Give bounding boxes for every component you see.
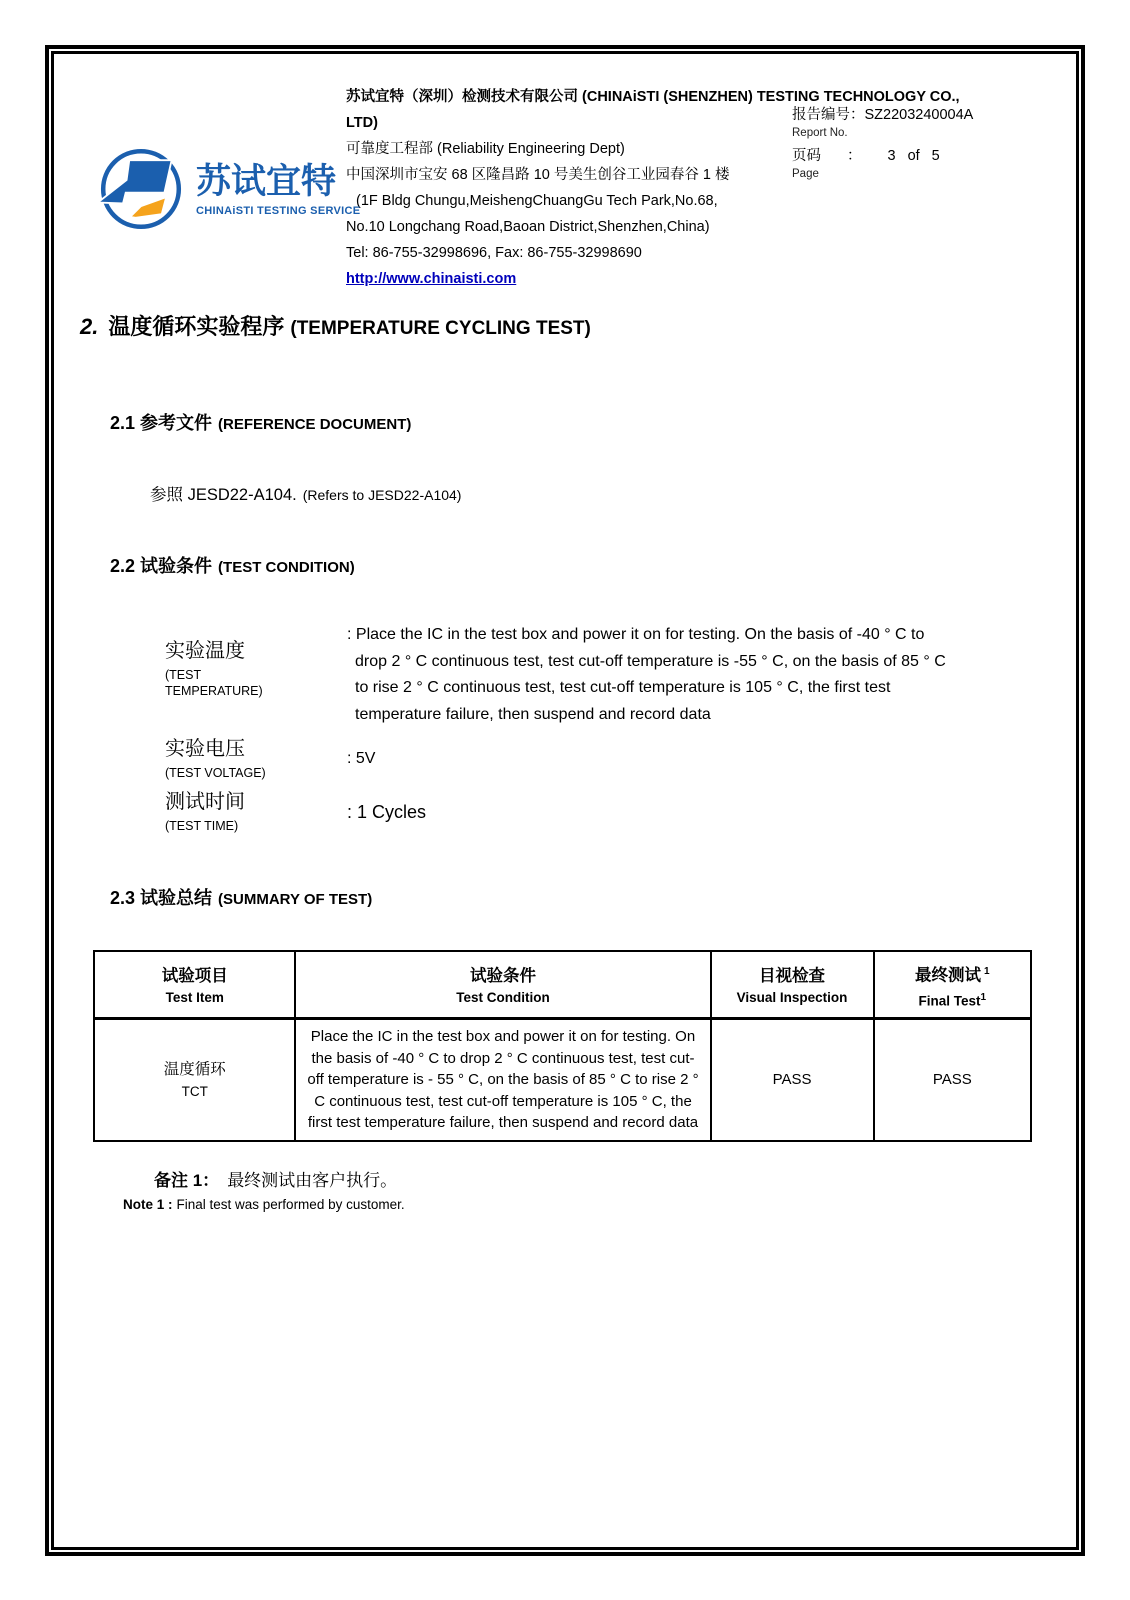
logo-text bbox=[196, 162, 360, 217]
page-label-en: Page bbox=[792, 168, 819, 180]
report-number-value: SZ2203240004A bbox=[864, 107, 974, 123]
page-colon: ： bbox=[847, 148, 862, 164]
section-2-2-heading bbox=[110, 552, 1076, 578]
company-name-line2: LTD) bbox=[346, 115, 378, 131]
note-1-en-text: Final test was performed by customer. bbox=[176, 1196, 405, 1212]
cell-test-condition: Place the IC in the test box and power it on for testing. On the basis of -40 ° C to drop 2 ° C continuous test, test cut-off temperature is - 55 ° C, on the basis of 85 ° C to rise 2 ° C continuous test, test cut-off temperature is 105 ° C, the first test temperature failure, then suspend and record data bbox=[295, 1019, 710, 1141]
page-current: 3 bbox=[887, 148, 896, 164]
address-en-line1: (1F Bldg Chungu,MeishengChuangGu Tech Park,No.68, bbox=[356, 193, 718, 209]
report-number-label-cn: 报告编号： bbox=[792, 107, 865, 123]
report-header bbox=[54, 54, 1076, 296]
section-2-number: 2. bbox=[80, 314, 99, 339]
col-header-final-test bbox=[874, 951, 1031, 1019]
col-header-test-condition-cn: 试验条件 bbox=[469, 966, 536, 985]
section-2-3-heading-cn: 2.3 试验总结 bbox=[110, 888, 213, 908]
company-logo bbox=[96, 146, 360, 232]
cell-test-item bbox=[94, 1019, 295, 1141]
section-2-1-heading-en: (REFERENCE DOCUMENT) bbox=[218, 416, 412, 433]
page-border-inner bbox=[51, 51, 1079, 1550]
note-1-cn bbox=[154, 1166, 1076, 1191]
note-1-cn-label: 备注 1： bbox=[154, 1170, 220, 1190]
test-temperature-label-en: (TEST TEMPERATURE) bbox=[165, 668, 263, 698]
test-temperature-label bbox=[165, 622, 347, 728]
col-header-test-condition-en: Test Condition bbox=[456, 989, 550, 1005]
test-item-cn: 温度循环 bbox=[163, 1061, 226, 1079]
chinaisti-logo-icon bbox=[96, 146, 186, 232]
page-total: 5 bbox=[931, 148, 940, 164]
logo-brand-en: CHINAiSTI TESTING SERVICE bbox=[196, 204, 361, 217]
col-header-final-test-cn: 最终测试 bbox=[915, 966, 981, 985]
page-border-outer bbox=[45, 45, 1085, 1556]
website-link[interactable]: http://www.chinaisti.com bbox=[346, 271, 517, 287]
test-time-value: : 1 Cycles bbox=[347, 802, 427, 822]
col-header-test-item bbox=[94, 951, 295, 1019]
col-header-test-condition bbox=[295, 951, 710, 1019]
table-row-tct bbox=[94, 1019, 1031, 1141]
final-test-footnote-sup: 1 bbox=[984, 966, 990, 977]
company-name-line1: 苏试宜特（深圳）检测技术有限公司 (CHINAiSTI (SHENZHEN) TESTING TECHNOLOGY CO., bbox=[346, 89, 960, 105]
section-2-1-heading-cn: 2.1 参考文件 bbox=[110, 413, 213, 433]
test-voltage-label-cn: 实验电压 bbox=[165, 738, 245, 760]
section-2-title-cn: 温度循环实验程序 bbox=[108, 314, 285, 339]
report-number-label-en: Report No. bbox=[792, 127, 848, 139]
test-time-label-cn: 测试时间 bbox=[165, 791, 245, 813]
col-header-visual-inspection bbox=[711, 951, 874, 1019]
section-2-title bbox=[80, 310, 1076, 341]
test-time-row bbox=[165, 789, 1076, 834]
test-temperature-row bbox=[165, 622, 1076, 728]
section-2-3-heading bbox=[110, 884, 1076, 910]
cell-visual-inspection-result: PASS bbox=[711, 1019, 874, 1141]
section-2-3-heading-en: (SUMMARY OF TEST) bbox=[218, 891, 373, 908]
section-2-1-heading bbox=[110, 409, 1076, 435]
test-voltage-label bbox=[165, 736, 347, 781]
col-header-visual-inspection-en: Visual Inspection bbox=[736, 989, 848, 1005]
note-1-en bbox=[123, 1197, 1076, 1212]
report-number-line bbox=[792, 106, 1052, 124]
section-2-title-en: (TEMPERATURE CYCLING TEST) bbox=[290, 318, 591, 339]
test-condition-block bbox=[165, 622, 1076, 834]
test-item-en: TCT bbox=[181, 1084, 208, 1100]
col-header-visual-inspection-cn: 目视检查 bbox=[759, 966, 826, 985]
test-voltage-row bbox=[165, 736, 1076, 781]
table-header-row bbox=[94, 951, 1031, 1019]
test-voltage-label-en: (TEST VOLTAGE) bbox=[165, 766, 266, 780]
note-1-cn-text: 最终测试由客户执行。 bbox=[227, 1170, 398, 1190]
summary-of-test-table bbox=[93, 950, 1032, 1142]
reference-en: (Refers to JESD22-A104) bbox=[302, 487, 462, 503]
section-2-2-heading-en: (TEST CONDITION) bbox=[218, 559, 355, 576]
col-header-final-test-en: Final Test bbox=[918, 993, 981, 1008]
test-time-label bbox=[165, 789, 347, 834]
department: 可靠度工程部 (Reliability Engineering Dept) bbox=[346, 141, 625, 157]
reference-cn: 参照 JESD22-A104. bbox=[150, 486, 297, 504]
logo-brand-cn: 苏试宜特 bbox=[196, 161, 337, 201]
test-time-label-en: (TEST TIME) bbox=[165, 819, 239, 833]
test-voltage-value: : 5V bbox=[347, 750, 376, 767]
col-header-test-item-en: Test Item bbox=[165, 989, 224, 1005]
note-1-en-label: Note 1 : bbox=[123, 1196, 173, 1212]
page-number-line bbox=[792, 147, 1052, 165]
test-temperature-value: : Place the IC in the test box and power it on for testing. On the basis of -40 ° C to drop 2 ° C continuous test, test cut-off temperature is -55 ° C, on the basis of 85 ° C to rise 2 ° C continuous test, test cut-off temperature is 105 ° C, the first test temperature failure, then suspend and record data bbox=[347, 626, 946, 723]
cell-final-test-result: PASS bbox=[874, 1019, 1031, 1141]
address-cn: 中国深圳市宝安 68 区隆昌路 10 号美生创谷工业园春谷 1 楼 bbox=[346, 167, 730, 183]
reference-document-text bbox=[150, 481, 1076, 505]
col-header-test-item-cn: 试验项目 bbox=[161, 966, 228, 985]
tel-fax: Tel: 86-755-32998696, Fax: 86-755-32998690 bbox=[346, 245, 642, 261]
report-meta bbox=[792, 106, 1052, 182]
page-of: of bbox=[907, 148, 920, 164]
section-2-2-heading-cn: 2.2 试验条件 bbox=[110, 556, 213, 576]
final-test-footnote-sup-en: 1 bbox=[980, 991, 987, 1003]
page-label-cn: 页码 bbox=[792, 148, 821, 164]
address-en-line2: No.10 Longchang Road,Baoan District,Shenzhen,China) bbox=[346, 219, 710, 235]
test-temperature-label-cn: 实验温度 bbox=[165, 640, 245, 662]
